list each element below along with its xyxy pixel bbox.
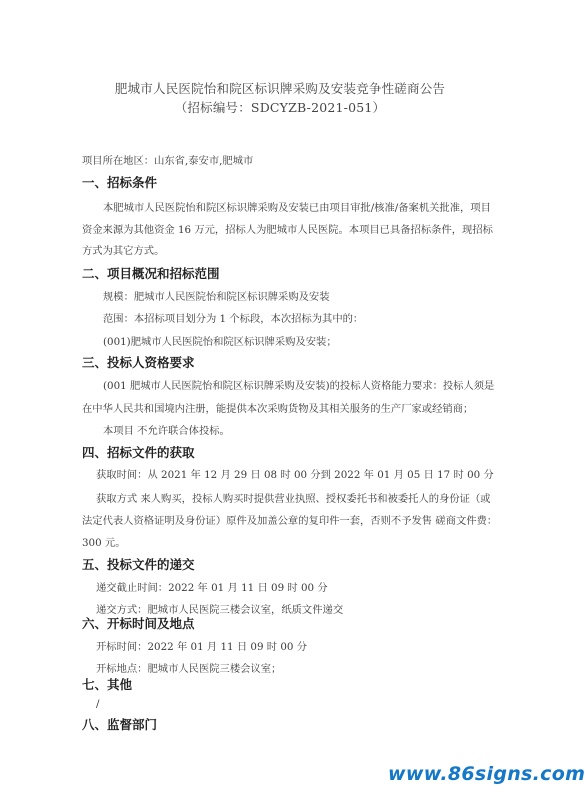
section-1-line-3: 方式为其它方式。 xyxy=(82,245,165,257)
section-heading-4: 四、招标文件的获取 xyxy=(82,445,195,460)
project-location: 项目所在地区：山东省,泰安市,肥城市 xyxy=(82,155,254,167)
section-6-line-2: 开标地点：肥城市人民医院三楼会议室； xyxy=(96,663,282,675)
section-5-line-2: 递交方式：肥城市人民医院三楼会议室，纸质文件递交 xyxy=(96,604,344,616)
section-2-line-2: 范围：本招标项目划分为 1 个标段，本次招标为其中的： xyxy=(103,313,364,325)
section-3-line-3: 本项目 不允许联合体投标。 xyxy=(103,425,230,437)
section-1-line-2: 资金来源为其他资金 16 万元，招标人为肥城市人民医院。本项目已具备招标条件，现招标 xyxy=(82,224,493,236)
section-3-line-2: 在中华人民共和国境内注册，能提供本次采购货物及其相关服务的生产厂家或经销商； xyxy=(82,403,474,415)
section-4-line-2: 获取方式 来人购买，投标人购买时提供营业执照、授权委托书和被委托人的身份证（或 xyxy=(96,493,491,505)
section-heading-2: 二、项目概况和招标范围 xyxy=(82,266,220,281)
section-1-line-1: 本肥城市人民医院怡和院区标识牌采购及安装已由项目审批/核准/备案机关批准，项目 xyxy=(103,202,491,214)
section-4-line-3: 法定代表人资格证明及身份证）原件及加盖公章的复印件一套，否则不予发售 磋商文件费： xyxy=(82,515,498,527)
section-4-line-1: 获取时间：从 2021 年 12 月 29 日 08 时 00 分到 2022 年 01 月 05 日 17 时 00 分 xyxy=(96,469,494,481)
section-6-line-1: 开标时间：2022 年 01 月 11 日 09 时 00 分 xyxy=(96,641,308,653)
section-5-line-1: 递交截止时间：2022 年 01 月 11 日 09 时 00 分 xyxy=(96,582,328,594)
section-heading-7: 七、其他 xyxy=(82,677,133,692)
section-heading-1: 一、招标条件 xyxy=(82,175,158,190)
section-7-line-1: / xyxy=(96,698,100,710)
section-heading-8: 八、监督部门 xyxy=(82,717,158,732)
section-heading-5: 五、投标文件的递交 xyxy=(82,557,195,572)
section-4-line-4: 300 元。 xyxy=(82,537,126,549)
section-heading-6: 六、开标时间及地点 xyxy=(82,616,195,631)
document-title: 肥城市人民医院怡和院区标识牌采购及安装竞争性磋商公告 xyxy=(114,81,446,96)
section-heading-3: 三、投标人资格要求 xyxy=(82,355,195,370)
section-2-line-3: (001)肥城市人民医院怡和院区标识牌采购及安装； xyxy=(103,336,337,348)
section-2-line-1: 规模：肥城市人民医院怡和院区标识牌采购及安装 xyxy=(103,291,330,303)
bid-number: （招标编号：SDCYZB-2021-051） xyxy=(174,100,386,115)
site-watermark: www.86signs.com xyxy=(388,763,585,785)
section-3-line-1: (001 肥城市人民医院怡和院区标识牌采购及安装)的投标人资格能力要求：投标人须是 xyxy=(103,380,495,392)
